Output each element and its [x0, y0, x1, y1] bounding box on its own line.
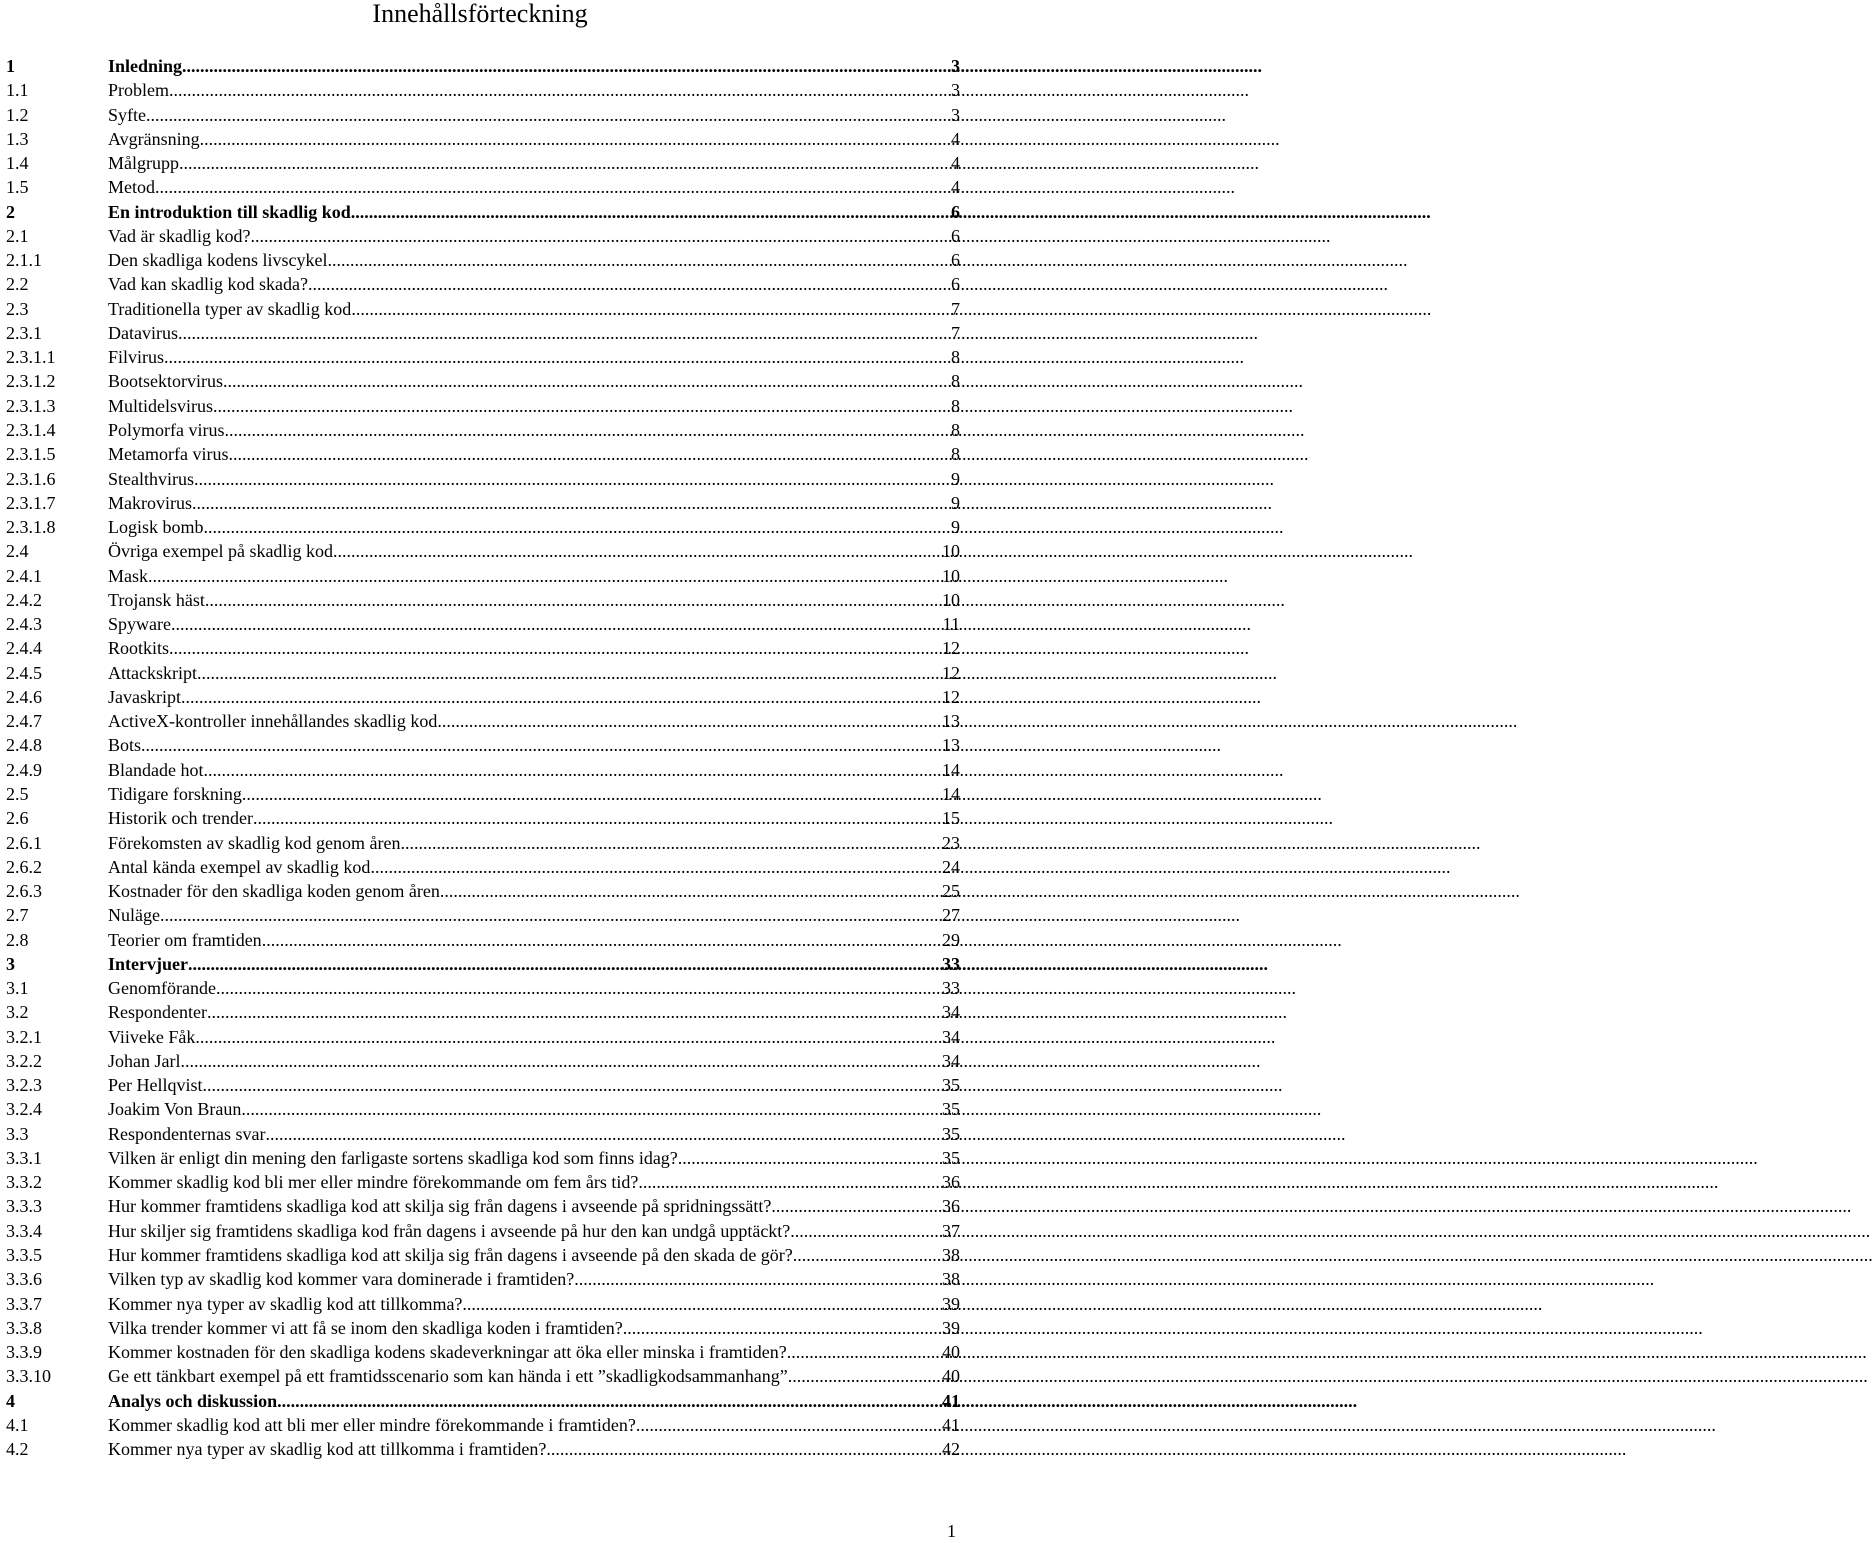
toc-entry-page: 6 [951, 274, 960, 295]
toc-entry-number: 2.3.1.8 [6, 517, 56, 538]
toc-entry-page: 23 [942, 832, 960, 853]
toc-entry-title[interactable]: Polymorfa virus [108, 419, 225, 440]
toc-entry-number: 3.2 [6, 1002, 29, 1023]
toc-entry[interactable] [6, 1292, 960, 1316]
toc-entry-page: 10 [942, 541, 960, 562]
toc-entry-title[interactable]: Hur kommer framtidens skadliga kod att skilja sig från dagens i avseende på den skada de gör? [108, 1245, 793, 1266]
toc-entry-page: 4 [951, 177, 960, 198]
toc-entry-page: 35 [942, 1147, 960, 1168]
toc-entry-number: 2.3 [6, 298, 29, 319]
toc-dot-leader [308, 272, 949, 296]
toc-entry-page: 7 [951, 322, 960, 343]
toc-dot-leader [141, 733, 940, 757]
toc-entry-title[interactable]: Bootsektorvirus [108, 371, 223, 392]
toc-entry-number: 4.2 [6, 1439, 29, 1460]
toc-entry-number: 3.3.9 [6, 1342, 42, 1363]
toc-entry-title[interactable]: Trojansk häst [108, 589, 205, 610]
toc-dot-leader [169, 636, 940, 660]
toc-entry-title[interactable]: Blandade hot [108, 759, 204, 780]
toc-entry-title[interactable]: Bots [108, 735, 142, 756]
toc-entry-number: 2.4.9 [6, 759, 42, 780]
toc-entry-page: 8 [951, 395, 960, 416]
toc-entry[interactable] [6, 782, 960, 806]
toc-dot-leader [351, 200, 949, 224]
toc-entry-title[interactable]: Mask [108, 565, 148, 586]
toc-entry-page: 34 [942, 1002, 960, 1023]
toc-entry-number: 2.2 [6, 274, 29, 295]
toc-entry-number: 2 [6, 201, 15, 222]
toc-entry-title[interactable]: Övriga exempel på skadlig kod [108, 541, 333, 562]
toc-entry-number: 3.3.6 [6, 1269, 42, 1290]
toc-entry-page: 35 [942, 1099, 960, 1120]
toc-entry-number: 2.4.3 [6, 614, 42, 635]
toc-entry[interactable] [6, 78, 960, 102]
toc-entry-title[interactable]: Teorier om framtiden [108, 929, 262, 950]
toc-entry-title[interactable]: Kommer nya typer av skadlig kod att tillkomma i framtiden? [108, 1439, 547, 1460]
toc-entry-title[interactable]: Johan Jarl [108, 1050, 181, 1071]
toc-entry-page: 9 [951, 468, 960, 489]
toc-entry[interactable] [6, 54, 960, 78]
toc-entry-page: 13 [942, 711, 960, 732]
toc-entry[interactable] [6, 200, 960, 224]
toc-entry-page: 8 [951, 371, 960, 392]
toc-entry-title[interactable]: En introduktion till skadlig kod [108, 201, 351, 222]
toc-entry-page: 29 [942, 929, 960, 950]
toc-dot-leader [265, 1122, 940, 1146]
toc-entry-number: 2.3.1.1 [6, 347, 56, 368]
toc-entry[interactable] [6, 1437, 960, 1461]
toc-entry[interactable] [6, 1170, 960, 1194]
toc-entry-page: 10 [942, 589, 960, 610]
toc-entry-title[interactable]: Vilken är enligt din mening den farligaste sortens skadliga kod som finns idag? [108, 1147, 678, 1168]
toc-entry[interactable] [6, 612, 960, 636]
toc-entry-number: 2.4 [6, 541, 29, 562]
toc-dot-leader [213, 394, 949, 418]
toc-entry[interactable] [6, 709, 960, 733]
toc-entry-number: 2.4.4 [6, 638, 42, 659]
toc-entry[interactable] [6, 1146, 960, 1170]
toc-dot-leader [790, 1219, 940, 1243]
toc-entry-number: 4.1 [6, 1414, 29, 1435]
toc-entry-title[interactable]: Nuläge [108, 905, 160, 926]
toc-entry-title[interactable]: Vilka trender kommer vi att få se inom den skadliga koden i framtiden? [108, 1317, 623, 1338]
toc-entry-number: 2.4.2 [6, 589, 42, 610]
toc-dot-leader [678, 1146, 940, 1170]
toc-entry-page: 40 [942, 1342, 960, 1363]
toc-entry-title[interactable]: Datavirus [108, 322, 178, 343]
toc-entry-title[interactable]: Stealthvirus [108, 468, 194, 489]
toc-entry-number: 2.4.6 [6, 686, 42, 707]
toc-entry[interactable] [6, 491, 960, 515]
toc-dot-leader [192, 491, 949, 515]
toc-entry-title[interactable]: Vad är skadlig kod? [108, 225, 251, 246]
toc-entry[interactable] [6, 1364, 960, 1388]
toc-entry-number: 1.1 [6, 80, 29, 101]
toc-entry-number: 3.3.4 [6, 1220, 42, 1241]
toc-entry-number: 2.3.1.4 [6, 419, 56, 440]
toc-entry[interactable] [6, 564, 960, 588]
toc-entry-number: 2.3.1 [6, 322, 42, 343]
toc-entry[interactable] [6, 1389, 960, 1413]
toc-entry-number: 2.5 [6, 783, 29, 804]
toc-entry[interactable] [6, 1025, 960, 1049]
toc-entry-page: 34 [942, 1050, 960, 1071]
toc-dot-leader [623, 1316, 940, 1340]
toc-entry-page: 9 [951, 517, 960, 538]
toc-entry-page: 38 [942, 1269, 960, 1290]
toc-entry-title[interactable]: Tidigare forskning [108, 783, 242, 804]
toc-dot-leader [636, 1413, 940, 1437]
toc-dot-leader [216, 976, 940, 1000]
toc-dot-leader [351, 297, 949, 321]
toc-entry-page: 6 [951, 201, 960, 222]
toc-entry-title[interactable]: Historik och trender [108, 808, 253, 829]
toc-dot-leader [155, 175, 949, 199]
toc-entry-number: 1.4 [6, 153, 29, 174]
toc-entry-number: 3.2.2 [6, 1050, 42, 1071]
toc-entry[interactable] [6, 1000, 960, 1024]
toc-entry-title[interactable]: Respondenter [108, 1002, 207, 1023]
toc-entry[interactable] [6, 345, 960, 369]
toc-dot-leader [200, 127, 949, 151]
toc-entry-page: 36 [942, 1196, 960, 1217]
toc-entry[interactable] [6, 588, 960, 612]
toc-dot-leader [181, 685, 940, 709]
toc-entry-page: 35 [942, 1075, 960, 1096]
toc-entry-page: 40 [942, 1366, 960, 1387]
toc-dot-leader [788, 1364, 940, 1388]
toc-entry-page: 39 [942, 1293, 960, 1314]
toc-entry-number: 4 [6, 1390, 15, 1411]
toc-entry-page: 24 [942, 856, 960, 877]
toc-entry[interactable] [6, 224, 960, 248]
toc-entry-page: 33 [942, 953, 960, 974]
toc-entry[interactable] [6, 418, 960, 442]
toc-entry-title[interactable]: Spyware [108, 614, 171, 635]
toc-entry-page: 39 [942, 1317, 960, 1338]
toc-entry-title[interactable]: Metod [108, 177, 155, 198]
toc-entry-title[interactable]: Makrovirus [108, 492, 192, 513]
toc-entry-title[interactable]: Traditionella typer av skadlig kod [108, 298, 352, 319]
toc-dot-leader [771, 1194, 940, 1218]
toc-entry-page: 7 [951, 298, 960, 319]
toc-dot-leader [638, 1170, 940, 1194]
toc-entry[interactable] [6, 175, 960, 199]
toc-dot-leader [160, 903, 940, 927]
toc-entry[interactable] [6, 1316, 960, 1340]
toc-entry-page: 11 [942, 614, 960, 635]
toc-dot-leader [223, 369, 949, 393]
toc-entry-page: 12 [942, 638, 960, 659]
toc-entry[interactable] [6, 321, 960, 345]
toc-entry[interactable] [6, 103, 960, 127]
toc-entry-page: 36 [942, 1172, 960, 1193]
toc-entry[interactable] [6, 1194, 960, 1218]
toc-entry-number: 2.4.8 [6, 735, 42, 756]
toc-entry-number: 2.8 [6, 929, 29, 950]
toc-entry[interactable] [6, 928, 960, 952]
toc-entry-number: 2.3.1.2 [6, 371, 56, 392]
toc-dot-leader [574, 1267, 940, 1291]
toc-entry[interactable] [6, 1340, 960, 1364]
toc-entry-page: 33 [942, 978, 960, 999]
toc-entry-title[interactable]: Syfte [108, 104, 146, 125]
toc-dot-leader [171, 612, 941, 636]
toc-dot-leader [203, 1073, 941, 1097]
toc-entry-title[interactable]: Den skadliga kodens livscykel [108, 250, 328, 271]
toc-entry-page: 6 [951, 250, 960, 271]
toc-entry-number: 3.3.1 [6, 1147, 42, 1168]
toc-entry[interactable] [6, 272, 960, 296]
toc-entry-number: 2.4.1 [6, 565, 42, 586]
toc-entry-page: 41 [942, 1414, 960, 1435]
toc-entry[interactable] [6, 758, 960, 782]
toc-entry[interactable] [6, 831, 960, 855]
toc-entry-title[interactable]: ActiveX-kontroller innehållandes skadlig kod [108, 711, 438, 732]
toc-entry-number: 2.7 [6, 905, 29, 926]
toc-entry[interactable] [6, 1413, 960, 1437]
toc-entry-title[interactable]: Multidelsvirus [108, 395, 214, 416]
toc-entry-title[interactable]: Genomförande [108, 978, 216, 999]
toc-entry-page: 4 [951, 128, 960, 149]
toc-entry-number: 2.1 [6, 225, 29, 246]
toc-dot-leader [440, 879, 940, 903]
toc-entry-page: 10 [942, 565, 960, 586]
toc-entry-title[interactable]: Attackskript [108, 662, 197, 683]
toc-dot-leader [197, 661, 940, 685]
toc-entry-title[interactable]: Kommer kostnaden för den skadliga kodens skadeverkningar att öka eller minska i framtiden? [108, 1342, 787, 1363]
toc-entry-page: 3 [951, 80, 960, 101]
toc-entry[interactable] [6, 297, 960, 321]
toc-entry-number: 2.3.1.3 [6, 395, 56, 416]
toc-entry-title[interactable]: Respondenternas svar [108, 1123, 266, 1144]
toc-entry[interactable] [6, 636, 960, 660]
toc-dot-leader [205, 588, 940, 612]
toc-entry[interactable] [6, 952, 960, 976]
toc-entry-title[interactable]: Kommer skadlig kod att bli mer eller mindre förekommande i framtiden? [108, 1414, 636, 1435]
toc-entry[interactable] [6, 442, 960, 466]
toc-dot-leader [437, 709, 940, 733]
toc-entry[interactable] [6, 369, 960, 393]
toc-dot-leader [400, 831, 940, 855]
table-of-contents [6, 54, 960, 1461]
toc-entry-page: 37 [942, 1220, 960, 1241]
toc-dot-leader [146, 103, 949, 127]
toc-entry-number: 1.3 [6, 128, 29, 149]
toc-entry-page: 14 [942, 759, 960, 780]
toc-entry-number: 1.2 [6, 104, 29, 125]
toc-entry-number: 3.3.5 [6, 1245, 42, 1266]
toc-entry-number: 2.3.1.5 [6, 444, 56, 465]
toc-entry-title[interactable]: Metamorfa virus [108, 444, 229, 465]
page-title: Innehållsförteckning [372, 0, 588, 28]
toc-entry-page: 3 [951, 56, 960, 76]
toc-entry-number: 2.6.2 [6, 856, 42, 877]
toc-entry-number: 2.6.1 [6, 832, 42, 853]
toc-entry[interactable] [6, 151, 960, 175]
toc-entry-page: 3 [951, 104, 960, 125]
toc-entry-title[interactable]: Ge ett tänkbart exempel på ett framtidsscenario som kan hända i ett ”skadligkodsammanhang” [108, 1366, 788, 1387]
toc-entry-title[interactable]: Problem [108, 80, 169, 101]
toc-entry-title[interactable]: Vilken typ av skadlig kod kommer vara dominerade i framtiden? [108, 1269, 575, 1290]
toc-entry-title[interactable]: Hur kommer framtidens skadliga kod att skilja sig från dagens i avseende på spridningssätt? [108, 1196, 772, 1217]
toc-entry[interactable] [6, 733, 960, 757]
toc-entry-number: 1 [6, 56, 15, 76]
toc-dot-leader [178, 321, 949, 345]
toc-dot-leader [242, 782, 940, 806]
toc-entry[interactable] [6, 1097, 960, 1121]
toc-entry-title[interactable]: Joakim Von Braun [108, 1099, 242, 1120]
toc-entry-number: 2.6.3 [6, 881, 42, 902]
toc-entry-page: 9 [951, 492, 960, 513]
toc-entry-number: 1.5 [6, 177, 29, 198]
toc-entry[interactable] [6, 879, 960, 903]
toc-entry[interactable] [6, 467, 960, 491]
toc-entry-title[interactable]: Målgrupp [108, 153, 179, 174]
toc-entry[interactable] [6, 1049, 960, 1073]
toc-entry[interactable] [6, 1122, 960, 1146]
toc-entry[interactable] [6, 685, 960, 709]
toc-dot-leader [195, 1025, 940, 1049]
toc-entry-number: 2.6 [6, 808, 29, 829]
toc-dot-leader [164, 345, 949, 369]
toc-entry-number: 3.3.3 [6, 1196, 42, 1217]
toc-entry-page: 15 [942, 808, 960, 829]
toc-entry-number: 3.3.7 [6, 1293, 42, 1314]
toc-entry-page: 12 [942, 662, 960, 683]
toc-entry[interactable] [6, 515, 960, 539]
toc-entry-title[interactable]: Antal kända exempel av skadlig kod [108, 856, 371, 877]
toc-dot-leader [182, 54, 949, 78]
toc-entry-page: 8 [951, 347, 960, 368]
toc-entry-title[interactable]: Inledning [108, 56, 183, 76]
toc-entry-title[interactable]: Logisk bomb [108, 517, 204, 538]
toc-entry-title[interactable]: Kommer skadlig kod bli mer eller mindre förekommande om fem års tid? [108, 1172, 639, 1193]
toc-entry-title[interactable]: Viiveke Fåk [108, 1026, 196, 1047]
toc-entry[interactable] [6, 394, 960, 418]
toc-dot-leader [204, 515, 949, 539]
toc-entry-title[interactable]: Förekomsten av skadlig kod genom åren [108, 832, 401, 853]
toc-entry-number: 2.4.5 [6, 662, 42, 683]
toc-entry-title[interactable]: Analys och diskussion [108, 1390, 278, 1411]
toc-entry-number: 2.3.1.7 [6, 492, 56, 513]
toc-dot-leader [462, 1292, 940, 1316]
toc-dot-leader [188, 952, 940, 976]
toc-entry-title[interactable]: Kommer nya typer av skadlig kod att tillkomma? [108, 1293, 463, 1314]
toc-dot-leader [277, 1389, 940, 1413]
toc-entry-title[interactable]: Vad kan skadlig kod skada? [108, 274, 308, 295]
toc-entry-page: 34 [942, 1026, 960, 1047]
toc-entry-number: 3.1 [6, 978, 29, 999]
toc-dot-leader [241, 1097, 940, 1121]
toc-dot-leader [546, 1437, 940, 1461]
toc-dot-leader [148, 564, 940, 588]
toc-entry-page: 35 [942, 1123, 960, 1144]
toc-entry[interactable] [6, 903, 960, 927]
toc-entry-number: 3 [6, 953, 15, 974]
toc-entry[interactable] [6, 539, 960, 563]
toc-entry-page: 12 [942, 686, 960, 707]
toc-entry-page: 27 [942, 905, 960, 926]
toc-entry-page: 6 [951, 225, 960, 246]
toc-entry[interactable] [6, 1243, 960, 1267]
toc-entry[interactable] [6, 806, 960, 830]
toc-entry-title[interactable]: Javaskript [108, 686, 181, 707]
toc-entry-title[interactable]: Intervjuer [108, 953, 188, 974]
toc-entry-page: 13 [942, 735, 960, 756]
toc-entry-title[interactable]: Per Hellqvist [108, 1075, 203, 1096]
toc-entry[interactable] [6, 661, 960, 685]
toc-entry-page: 25 [942, 881, 960, 902]
toc-entry[interactable] [6, 1219, 960, 1243]
toc-entry-number: 3.2.4 [6, 1099, 42, 1120]
page-number: 1 [947, 1521, 956, 1541]
toc-dot-leader [787, 1340, 940, 1364]
toc-entry-title[interactable]: Hur skiljer sig framtidens skadliga kod från dagens i avseende på hur den kan undgå upptäckt? [108, 1220, 791, 1241]
toc-dot-leader [793, 1243, 940, 1267]
toc-entry-page: 38 [942, 1245, 960, 1266]
toc-entry[interactable] [6, 1073, 960, 1097]
toc-entry-title[interactable]: Filvirus [108, 347, 165, 368]
toc-entry[interactable] [6, 248, 960, 272]
toc-dot-leader [207, 1000, 940, 1024]
toc-entry-number: 3.3.10 [6, 1366, 51, 1387]
toc-dot-leader [225, 418, 950, 442]
toc-entry[interactable] [6, 127, 960, 151]
toc-dot-leader [180, 1049, 940, 1073]
toc-entry[interactable] [6, 976, 960, 1000]
toc-entry-page: 14 [942, 783, 960, 804]
toc-dot-leader [250, 224, 949, 248]
toc-entry-page: 8 [951, 419, 960, 440]
toc-entry-number: 2.3.1.6 [6, 468, 56, 489]
toc-entry-number: 3.3.2 [6, 1172, 42, 1193]
toc-entry[interactable] [6, 855, 960, 879]
toc-dot-leader [327, 248, 949, 272]
toc-entry-page: 8 [951, 444, 960, 465]
toc-dot-leader [253, 806, 940, 830]
toc-entry-number: 3.3 [6, 1123, 29, 1144]
toc-entry-title[interactable]: Kostnader för den skadliga koden genom åren [108, 881, 440, 902]
toc-entry-page: 4 [951, 153, 960, 174]
toc-entry-number: 2.4.7 [6, 711, 42, 732]
toc-entry-title[interactable]: Avgränsning [108, 128, 200, 149]
toc-dot-leader [179, 151, 949, 175]
toc-dot-leader [262, 928, 940, 952]
toc-entry-page: 42 [942, 1439, 960, 1460]
toc-entry-number: 2.1.1 [6, 250, 42, 271]
toc-entry-number: 3.2.3 [6, 1075, 42, 1096]
toc-dot-leader [370, 855, 940, 879]
toc-dot-leader [333, 539, 940, 563]
toc-dot-leader [228, 442, 949, 466]
toc-entry[interactable] [6, 1267, 960, 1291]
toc-entry-number: 3.2.1 [6, 1026, 42, 1047]
toc-dot-leader [203, 758, 940, 782]
toc-entry-title[interactable]: Rootkits [108, 638, 170, 659]
toc-dot-leader [169, 78, 949, 102]
toc-entry-number: 3.3.8 [6, 1317, 42, 1338]
toc-dot-leader [194, 467, 949, 491]
toc-entry-page: 41 [942, 1390, 960, 1411]
